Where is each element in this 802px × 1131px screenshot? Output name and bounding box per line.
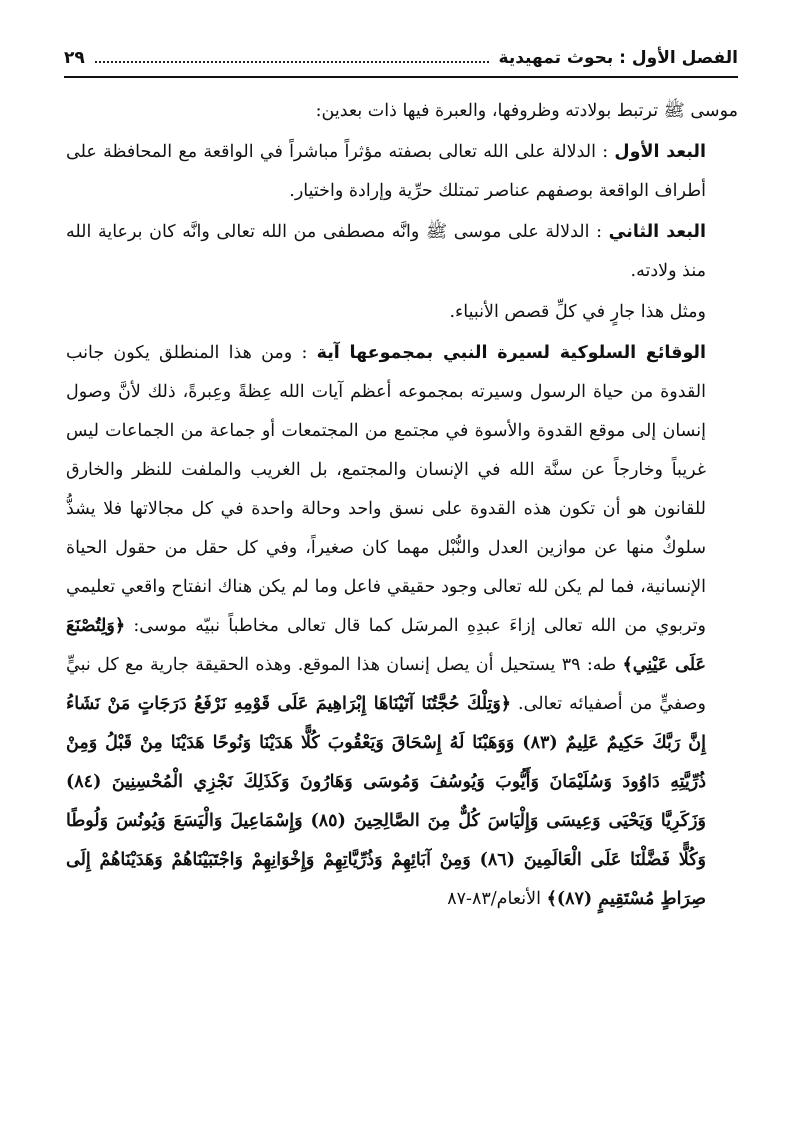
paragraph-text: موسى ﷺ ترتبط بولادته وظروفها، والعبرة فيها ذات بعدين: (315, 101, 738, 121)
page-header (64, 40, 738, 78)
header-dot-leader (95, 61, 489, 63)
paragraph (66, 293, 738, 332)
quran-reference: الأنعام/٨٣-٨٧ (447, 889, 541, 909)
page-number: ٢٩ (64, 48, 85, 68)
quran-quote: ﴿وَتِلْكَ حُجَّتُنَا آتَيْنَاهَا إِبْرَاهِيمَ عَلَى قَوْمِهِ نَرْفَعُ دَرَجَاتٍ مَنْ نَشَاءُ إِنَّ رَبَّكَ حَكِيمٌ عَلِيمٌ (٨٣) وَوَهَبْنَا لَهُ إِسْحَاقَ وَيَعْقُوبَ كُلًّا هَدَيْنَا وَنُوحًا هَدَيْنَا مِنْ قَبْلُ وَمِنْ ذُرِّيَّتِهِ دَاوُودَ وَسُلَيْمَانَ وَأَيُّوبَ وَيُوسُفَ وَمُوسَى وَهَارُونَ وَكَذَلِكَ نَجْزِي الْمُحْسِنِينَ (٨٤) وَزَكَرِيَّا وَيَحْيَى وَعِيسَى وَإِلْيَاسَ كُلٌّ مِنَ الصَّالِحِينَ (٨٥) وَإِسْمَاعِيلَ وَالْيَسَعَ وَيُونُسَ وَلُوطًا وَكُلًّا فَضَّلْنَا عَلَى الْعَالَمِينَ (٨٦) وَمِنْ آبَائِهِمْ وَذُرِّيَّاتِهِمْ وَإِخْوَانِهِمْ وَاجْتَبَيْنَاهُمْ وَهَدَيْنَاهُمْ إِلَى صِرَاطٍ مُسْتَقِيمٍ (٨٧)﴾ (66, 694, 706, 909)
paragraph (66, 213, 738, 291)
paragraph (66, 133, 738, 211)
paragraph-lead: البعد الثاني (608, 222, 706, 242)
paragraph-text: يستحيل أن يصل إنسان هذا الموقع. وهذه الحقيقة جارية مع كل نبيٍّ وصفيٍّ من أصفيائه تعالى. (66, 655, 706, 714)
paragraph (66, 92, 738, 131)
quran-quote: ﴿وَلِتُصْنَعَ عَلَى عَيْنِي﴾ (66, 616, 706, 675)
paragraph-text: ومثل هذا جارٍ في كلِّ قصص الأنبياء. (449, 302, 706, 322)
paragraph-text: : الدلالة على الله تعالى بصفته مؤثراً مباشراً في الواقعة مع المحافظة على أطراف الواقعة بوصفهم عناصر تمتلك حرِّية وإرادة واختيار. (66, 142, 706, 201)
paragraph-lead: البعد الأول (614, 142, 706, 162)
paragraph-text: : الدلالة على موسى ﷺ وانَّه مصطفى من الله تعالى وانَّه كان برعاية الله منذ ولادته. (66, 222, 706, 281)
paragraph (66, 334, 738, 919)
page-body (66, 92, 738, 1101)
chapter-title: الفصل الأول : بحوث تمهيدية (498, 48, 738, 68)
paragraph-lead: الوقائع السلوكية لسيرة النبي بمجموعها آية (316, 343, 706, 363)
quran-reference: طه: ٣٩ (561, 655, 617, 675)
paragraph-text: : ومن هذا المنطلق يكون جانب القدوة من حياة الرسول وسيرته بمجموعه أعظم آيات الله عِظةً وعِبرةً، ذلك لأنَّ وصول إنسان إلى موقع القدوة والأسوة في مجتمع من المجتمعات أو جماعة من الجماعات ليس غريباً وخارجاً عن سنَّة الله في الإنسان والمجتمع، بل الغريب والملفت للنظر والخارق للقانون هو أن تكون هذه القدوة على نسق واحد وحالة واحدة في كل مجالاتها فلا يشذُّ سلوكٌ منها عن موازين العدل والنُّبْل مهما كان صغيراً، وفي كل حقل من حقول الحياة الإنسانية، فما لم يكن لله تعالى وجود حقيقي فاعل وما لم يكن هناك انفتاح واقعي تعليمي وتربوي من الله تعالى إزاءَ عبدِهِ المرسَل كما قال تعالى مخاطباً نبيّه موسى: (66, 343, 706, 636)
